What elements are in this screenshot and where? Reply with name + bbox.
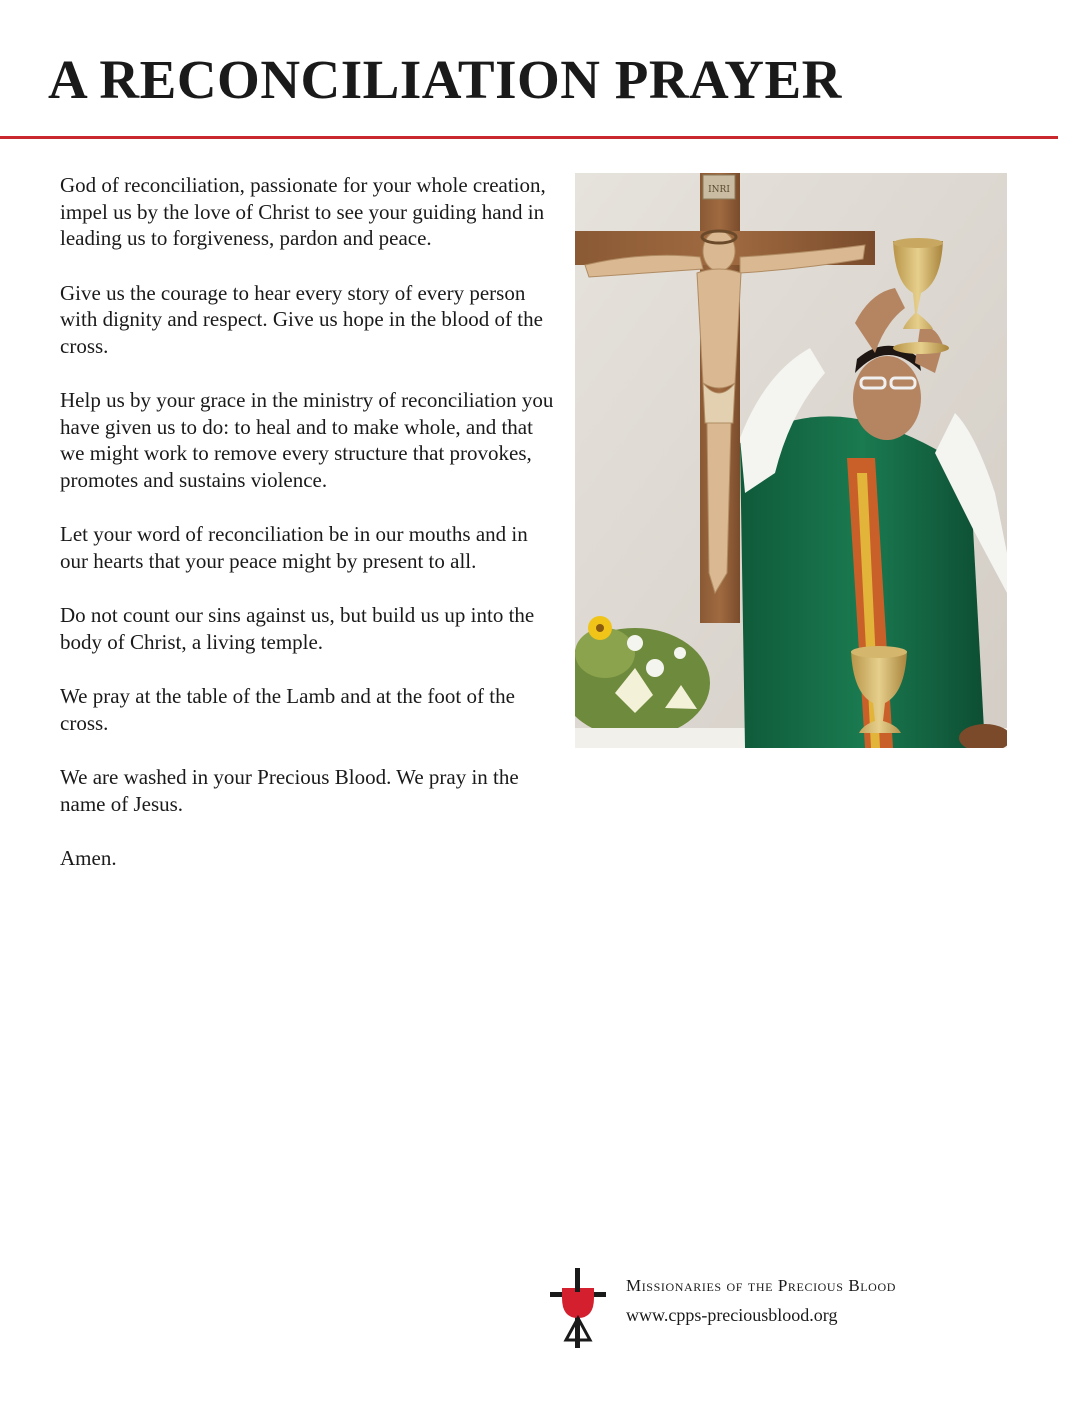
prayer-paragraph: Give us the courage to hear every story of every person with dignity and respect. Give us hope in the blood of the cross. — [60, 280, 543, 358]
prayer-paragraph: Let your word of reconciliation be in our mouths and in our hearts that your peace might by present to all. — [60, 522, 528, 573]
organization-name: Missionaries of the Precious Blood — [626, 1276, 896, 1295]
prayer-paragraph: Help us by your grace in the ministry of reconciliation you have given us to do: to heal and to make whole, and that we might work to remove every structure that provokes, promotes and sustains violence. — [60, 388, 554, 492]
precious-blood-cross-logo — [550, 1268, 606, 1348]
prayer-paragraph: Do not count our sins against us, but build us up into the body of Christ, a living temple. — [60, 603, 535, 654]
title-divider — [0, 136, 1058, 139]
prayer-paragraph: We are washed in your Precious Blood. We pray in the name of Jesus. — [60, 765, 519, 816]
organization-url[interactable]: www.cpps-preciousblood.org — [626, 1305, 838, 1325]
inri-plaque-text: INRI — [708, 185, 730, 195]
prayer-paragraph: Amen. — [60, 846, 117, 870]
prayer-paragraph: God of reconciliation, passionate for your whole creation, impel us by the love of Christ to see your guiding hand in leading us to forgiveness, pardon and peace. — [60, 173, 546, 250]
page-title: A RECONCILIATION PRAYER — [48, 49, 842, 110]
priest-elevating-chalice-photo — [575, 173, 1007, 748]
prayer-paragraph: We pray at the table of the Lamb and at the foot of the cross. — [60, 684, 515, 735]
prayer-text — [60, 172, 560, 900]
